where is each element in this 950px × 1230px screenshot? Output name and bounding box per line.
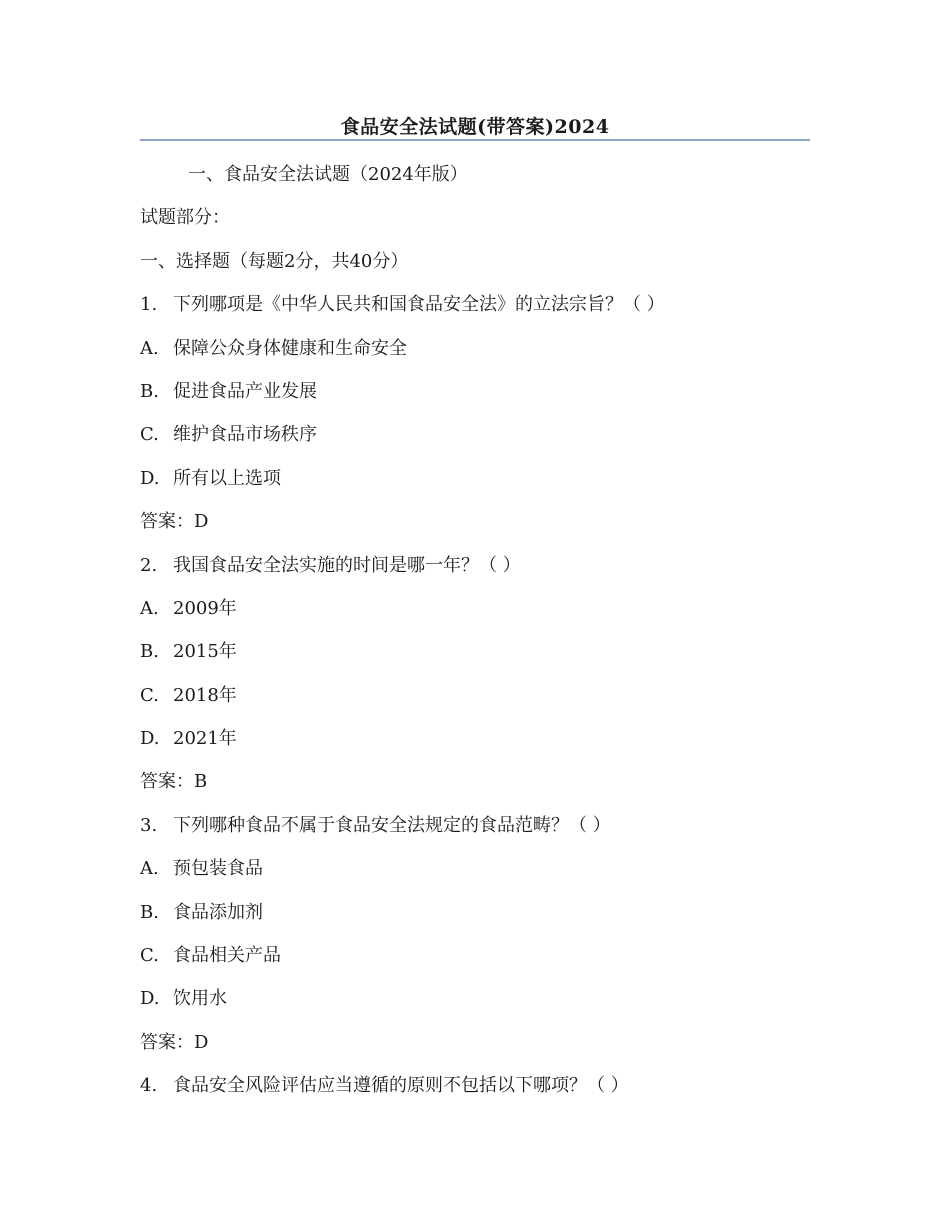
option-3a bbox=[140, 854, 810, 897]
option-letter: A. bbox=[140, 858, 159, 880]
option-1c bbox=[140, 420, 810, 463]
option-text: 2018年 bbox=[173, 684, 237, 706]
option-2c bbox=[140, 681, 810, 724]
option-1b bbox=[140, 377, 810, 420]
title-underline bbox=[140, 139, 810, 141]
option-3c bbox=[140, 941, 810, 984]
question-4 bbox=[140, 1071, 810, 1114]
answer-1: 答案：D bbox=[140, 511, 209, 533]
option-1a bbox=[140, 334, 810, 377]
question-text: 下列哪项是《中华人民共和国食品安全法》的立法宗旨？（ ） bbox=[173, 294, 665, 316]
question-number: 2. bbox=[140, 554, 158, 576]
option-text: 维护食品市场秩序 bbox=[173, 424, 317, 446]
question-number: 4. bbox=[140, 1075, 158, 1097]
option-letter: A. bbox=[140, 597, 159, 619]
option-2d bbox=[140, 724, 810, 767]
question-number: 3. bbox=[140, 814, 158, 836]
option-1d bbox=[140, 464, 810, 507]
option-letter: D. bbox=[140, 988, 160, 1010]
option-text: 所有以上选项 bbox=[173, 467, 281, 489]
option-text: 2009年 bbox=[173, 597, 237, 619]
option-letter: D. bbox=[140, 728, 160, 750]
option-letter: C. bbox=[140, 424, 159, 446]
question-text: 我国食品安全法实施的时间是哪一年？（ ） bbox=[173, 554, 521, 576]
option-letter: C. bbox=[140, 945, 159, 967]
part-label: 试题部分： bbox=[140, 207, 230, 229]
subsection-heading: 一、选择题（每题2分，共40分） bbox=[140, 250, 409, 272]
option-letter: B. bbox=[140, 901, 159, 923]
option-2b bbox=[140, 637, 810, 680]
question-number: 1. bbox=[140, 294, 158, 316]
document-body bbox=[140, 160, 810, 1115]
question-text: 食品安全风险评估应当遵循的原则不包括以下哪项？（ ） bbox=[173, 1075, 629, 1097]
document-title: 食品安全法试题(带答案)2024 bbox=[340, 116, 610, 138]
option-letter: A. bbox=[140, 337, 159, 359]
option-3d bbox=[140, 984, 810, 1027]
option-letter: B. bbox=[140, 641, 159, 663]
answer-3: 答案：D bbox=[140, 1031, 209, 1053]
question-1 bbox=[140, 290, 810, 333]
option-text: 预包装食品 bbox=[173, 858, 263, 880]
question-2 bbox=[140, 551, 810, 594]
option-text: 2021年 bbox=[173, 728, 237, 750]
option-2a bbox=[140, 594, 810, 637]
option-letter: B. bbox=[140, 380, 159, 402]
option-text: 食品相关产品 bbox=[173, 945, 281, 967]
option-letter: C. bbox=[140, 684, 159, 706]
option-text: 2015年 bbox=[173, 641, 237, 663]
answer-2: 答案：B bbox=[140, 771, 208, 793]
option-text: 食品添加剂 bbox=[173, 901, 263, 923]
question-text: 下列哪种食品不属于食品安全法规定的食品范畴？（ ） bbox=[173, 814, 611, 836]
option-text: 饮用水 bbox=[173, 988, 227, 1010]
option-text: 保障公众身体健康和生命安全 bbox=[173, 337, 407, 359]
section-heading: 一、食品安全法试题（2024年版） bbox=[188, 164, 468, 185]
question-3 bbox=[140, 811, 810, 854]
option-letter: D. bbox=[140, 467, 160, 489]
option-3b bbox=[140, 898, 810, 941]
option-text: 促进食品产业发展 bbox=[173, 380, 317, 402]
